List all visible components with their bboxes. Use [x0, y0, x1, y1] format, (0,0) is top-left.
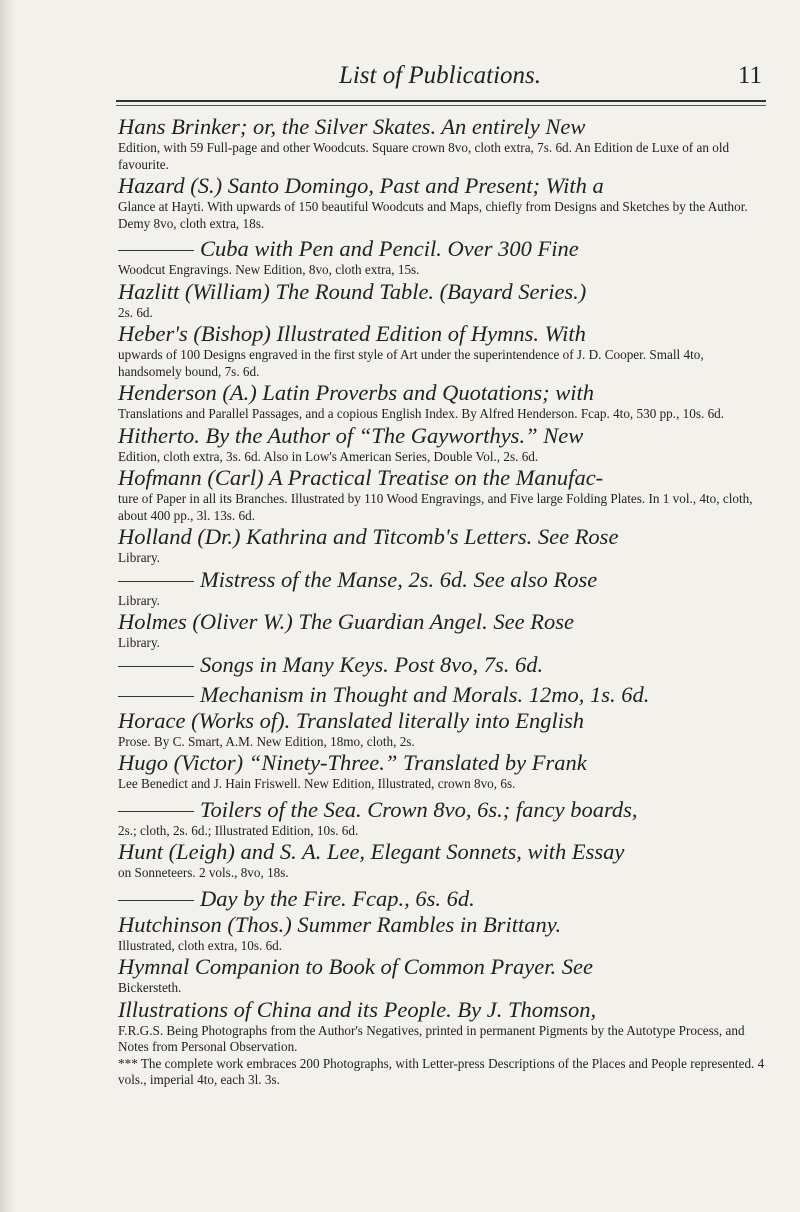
entry-details: Translations and Parallel Passages, and a copious English Index. By Alfred Henderson. Fcap. 4to, 530 pp., 10s. 6d. — [118, 406, 725, 421]
entry-details: Glance at Hayti. With upwards of 150 beautiful Woodcuts and Maps, chiefly from Designs and Sketches by the Author. Demy 8vo, cloth extra, 18s. — [118, 199, 748, 231]
list-item — [118, 997, 766, 1089]
list-item — [118, 173, 766, 232]
entry-note: *** The complete work embraces 200 Photographs, with Letter-press Descriptions of the Places and People represented. 4 vols., imperial 4to, each 3l. 3s. — [118, 1055, 765, 1087]
entry-details: Bickersteth. — [118, 980, 182, 995]
publication-list — [118, 114, 766, 1089]
entry-main: Mistress of the Manse, 2s. 6d. See also Rose — [200, 566, 598, 592]
entry-main: Hutchinson (Thos.) Summer Rambles in Brittany. — [118, 911, 562, 937]
entry-main: Songs in Many Keys. Post 8vo, 7s. 6d. — [200, 651, 544, 677]
entry-main: Toilers of the Sea. Crown 8vo, 6s.; fancy boards, — [200, 796, 638, 822]
page-binding-edge — [0, 0, 16, 1212]
list-item — [118, 114, 766, 173]
entry-main: Mechanism in Thought and Morals. 12mo, 1s. 6d. — [200, 681, 650, 707]
entry-details: on Sonneteers. 2 vols., 8vo, 18s. — [118, 865, 289, 880]
entry-main: Hazard (S.) Santo Domingo, Past and Present; With a — [118, 173, 604, 198]
list-item — [118, 652, 766, 678]
ditto-dash — [118, 811, 194, 812]
list-item — [118, 279, 766, 322]
list-item — [118, 567, 766, 610]
page-title: List of Publications. — [338, 62, 542, 89]
list-item — [118, 708, 766, 751]
ditto-dash — [118, 581, 194, 582]
entry-details: F.R.G.S. Being Photographs from the Author's Negatives, printed in permanent Pigments by the Autotype Process, and Notes from Personal Observation. — [118, 1022, 745, 1054]
ditto-dash — [118, 900, 194, 901]
entry-details: Edition, cloth extra, 3s. 6d. Also in Low's American Series, Double Vol., 2s. 6d. — [118, 448, 539, 464]
list-item — [118, 912, 766, 955]
list-item — [118, 954, 766, 997]
list-item — [118, 465, 766, 524]
list-item — [118, 750, 766, 793]
entry-main: Holmes (Oliver W.) The Guardian Angel. See Rose — [118, 609, 574, 634]
entry-main: Holland (Dr.) Kathrina and Titcomb's Letters. See Rose — [118, 524, 619, 549]
header-rule — [116, 100, 766, 106]
entry-main: Hugo (Victor) “Ninety-Three.” Translated by Frank — [118, 750, 587, 775]
entry-details: Woodcut Engravings. New Edition, 8vo, cloth extra, 15s. — [118, 262, 420, 277]
entry-details: 2s. 6d. — [118, 304, 153, 320]
entry-main: Hunt (Leigh) and S. A. Lee, Elegant Sonnets, with Essay — [118, 839, 625, 864]
list-item — [118, 682, 766, 708]
entry-details: Edition, with 59 Full-page and other Woodcuts. Square crown 8vo, cloth extra, 7s. 6d. An Edition de Luxe of an old favourite. — [118, 140, 730, 172]
entry-main: Hofmann (Carl) A Practical Treatise on the Manufac- — [118, 465, 604, 490]
entry-main: Hazlitt (William) The Round Table. (Bayard Series.) — [118, 278, 587, 304]
entry-main: Hans Brinker; or, the Silver Skates. An entirely New — [118, 114, 586, 139]
list-item — [118, 380, 766, 423]
entry-details: Library. — [118, 635, 160, 650]
running-header — [116, 62, 764, 98]
entry-details: Lee Benedict and J. Hain Friswell. New Edition, Illustrated, crown 8vo, 6s. — [118, 776, 516, 791]
list-item — [118, 236, 766, 279]
entry-details: ture of Paper in all its Branches. Illustrated by 110 Wood Engravings, and Five large Folding Plates. In 1 vol., 4to, cloth, about 400 pp., 3l. 13s. 6d. — [118, 491, 753, 523]
entry-details: Prose. By C. Smart, A.M. New Edition, 18mo, cloth, 2s. — [118, 733, 415, 749]
list-item — [118, 423, 766, 466]
entry-main: Cuba with Pen and Pencil. Over 300 Fine — [200, 236, 579, 261]
entry-details: upwards of 100 Designs engraved in the first style of Art under the superintendence of J. D. Cooper. Small 4to, handsomely bound, 7s. 6d. — [118, 347, 704, 379]
list-item — [118, 797, 766, 840]
entry-main: Day by the Fire. Fcap., 6s. 6d. — [200, 885, 475, 911]
list-item — [118, 321, 766, 380]
entry-main: Illustrations of China and its People. By J. Thomson, — [118, 996, 597, 1022]
list-item — [118, 886, 766, 912]
entry-details: Illustrated, cloth extra, 10s. 6d. — [118, 937, 283, 953]
ditto-dash — [118, 696, 194, 697]
ditto-dash — [118, 250, 194, 251]
ditto-dash — [118, 666, 194, 667]
entry-main: Heber's (Bishop) Illustrated Edition of Hymns. With — [118, 321, 586, 346]
page-number: 11 — [737, 62, 762, 89]
entry-main: Hitherto. By the Author of “The Gayworthys.” New — [118, 422, 584, 448]
entry-main: Horace (Works of). Translated literally into English — [118, 707, 585, 733]
list-item — [118, 609, 766, 652]
entry-main: Hymnal Companion to Book of Common Prayer. See — [118, 954, 593, 979]
entry-details: Library. — [118, 592, 160, 608]
list-item — [118, 524, 766, 567]
entry-details: Library. — [118, 550, 160, 565]
entry-main: Henderson (A.) Latin Proverbs and Quotations; with — [118, 380, 595, 405]
entry-details: 2s.; cloth, 2s. 6d.; Illustrated Edition, 10s. 6d. — [118, 822, 359, 838]
list-item — [118, 839, 766, 882]
